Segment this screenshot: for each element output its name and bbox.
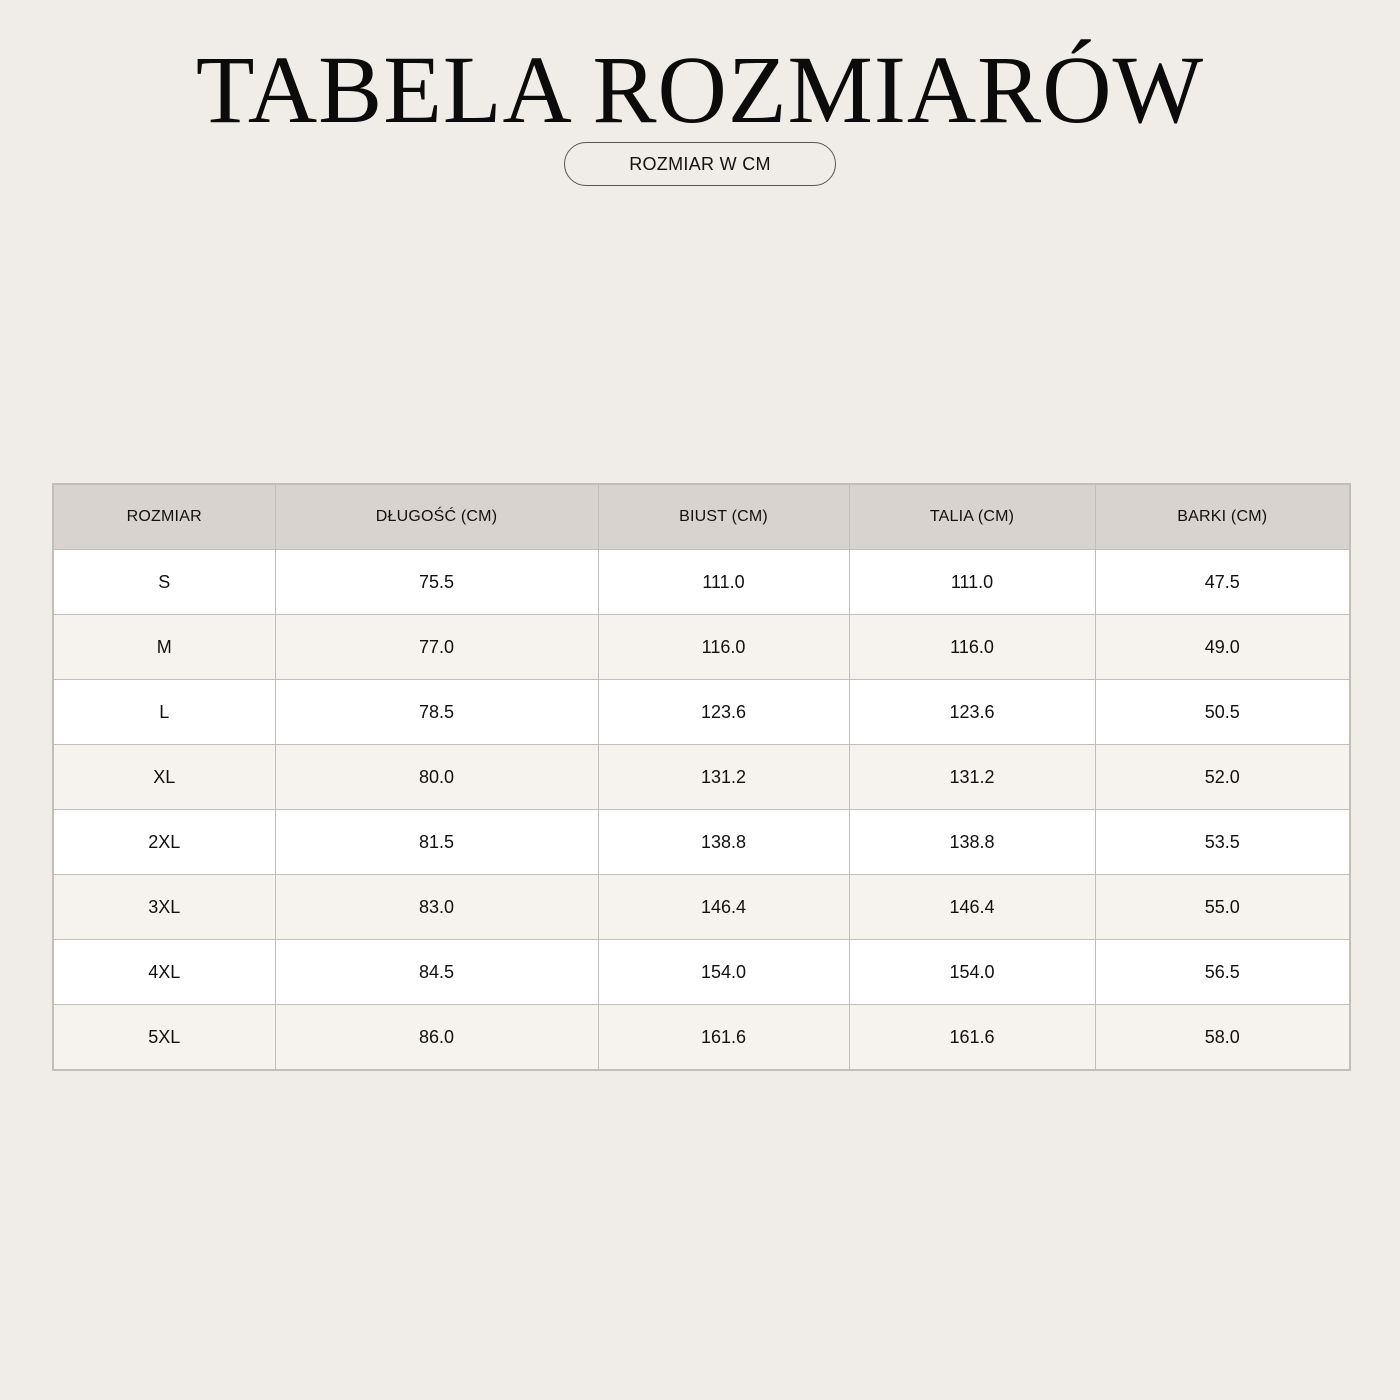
length-cell: 75.5 <box>275 550 598 615</box>
shoulders-cell: 55.0 <box>1095 875 1350 940</box>
bust-cell: 161.6 <box>598 1005 849 1071</box>
length-cell: 78.5 <box>275 680 598 745</box>
column-header-shoulders: BARKI (CM) <box>1095 484 1350 550</box>
size-cell: L <box>53 680 275 745</box>
bust-cell: 138.8 <box>598 810 849 875</box>
shoulders-cell: 47.5 <box>1095 550 1350 615</box>
shoulders-cell: 49.0 <box>1095 615 1350 680</box>
size-cell: XL <box>53 745 275 810</box>
page-title: TABELA ROZMIARÓW <box>195 36 1205 143</box>
size-cell: 4XL <box>53 940 275 1005</box>
shoulders-cell: 52.0 <box>1095 745 1350 810</box>
table-header-row <box>53 484 1350 550</box>
bust-cell: 154.0 <box>598 940 849 1005</box>
table-row <box>53 810 1350 875</box>
size-cell: S <box>53 550 275 615</box>
shoulders-cell: 53.5 <box>1095 810 1350 875</box>
bust-cell: 116.0 <box>598 615 849 680</box>
table-row <box>53 875 1350 940</box>
size-cell: 5XL <box>53 1005 275 1071</box>
bust-cell: 131.2 <box>598 745 849 810</box>
length-cell: 84.5 <box>275 940 598 1005</box>
unit-badge: ROZMIAR W CM <box>564 142 836 186</box>
table-row <box>53 940 1350 1005</box>
column-header-bust: BIUST (CM) <box>598 484 849 550</box>
column-header-waist: TALIA (CM) <box>849 484 1095 550</box>
shoulders-cell: 58.0 <box>1095 1005 1350 1071</box>
size-cell: M <box>53 615 275 680</box>
table-row <box>53 615 1350 680</box>
bust-cell: 111.0 <box>598 550 849 615</box>
size-cell: 3XL <box>53 875 275 940</box>
length-cell: 80.0 <box>275 745 598 810</box>
column-header-length: DŁUGOŚĆ (CM) <box>275 484 598 550</box>
table-row <box>53 550 1350 615</box>
waist-cell: 116.0 <box>849 615 1095 680</box>
length-cell: 86.0 <box>275 1005 598 1071</box>
waist-cell: 154.0 <box>849 940 1095 1005</box>
column-header-size: ROZMIAR <box>53 484 275 550</box>
length-cell: 77.0 <box>275 615 598 680</box>
waist-cell: 146.4 <box>849 875 1095 940</box>
waist-cell: 131.2 <box>849 745 1095 810</box>
table-row <box>53 680 1350 745</box>
waist-cell: 161.6 <box>849 1005 1095 1071</box>
shoulders-cell: 56.5 <box>1095 940 1350 1005</box>
length-cell: 81.5 <box>275 810 598 875</box>
waist-cell: 111.0 <box>849 550 1095 615</box>
table-row <box>53 1005 1350 1071</box>
table-row <box>53 745 1350 810</box>
size-table <box>52 483 1351 1071</box>
waist-cell: 138.8 <box>849 810 1095 875</box>
shoulders-cell: 50.5 <box>1095 680 1350 745</box>
bust-cell: 123.6 <box>598 680 849 745</box>
waist-cell: 123.6 <box>849 680 1095 745</box>
length-cell: 83.0 <box>275 875 598 940</box>
bust-cell: 146.4 <box>598 875 849 940</box>
size-cell: 2XL <box>53 810 275 875</box>
